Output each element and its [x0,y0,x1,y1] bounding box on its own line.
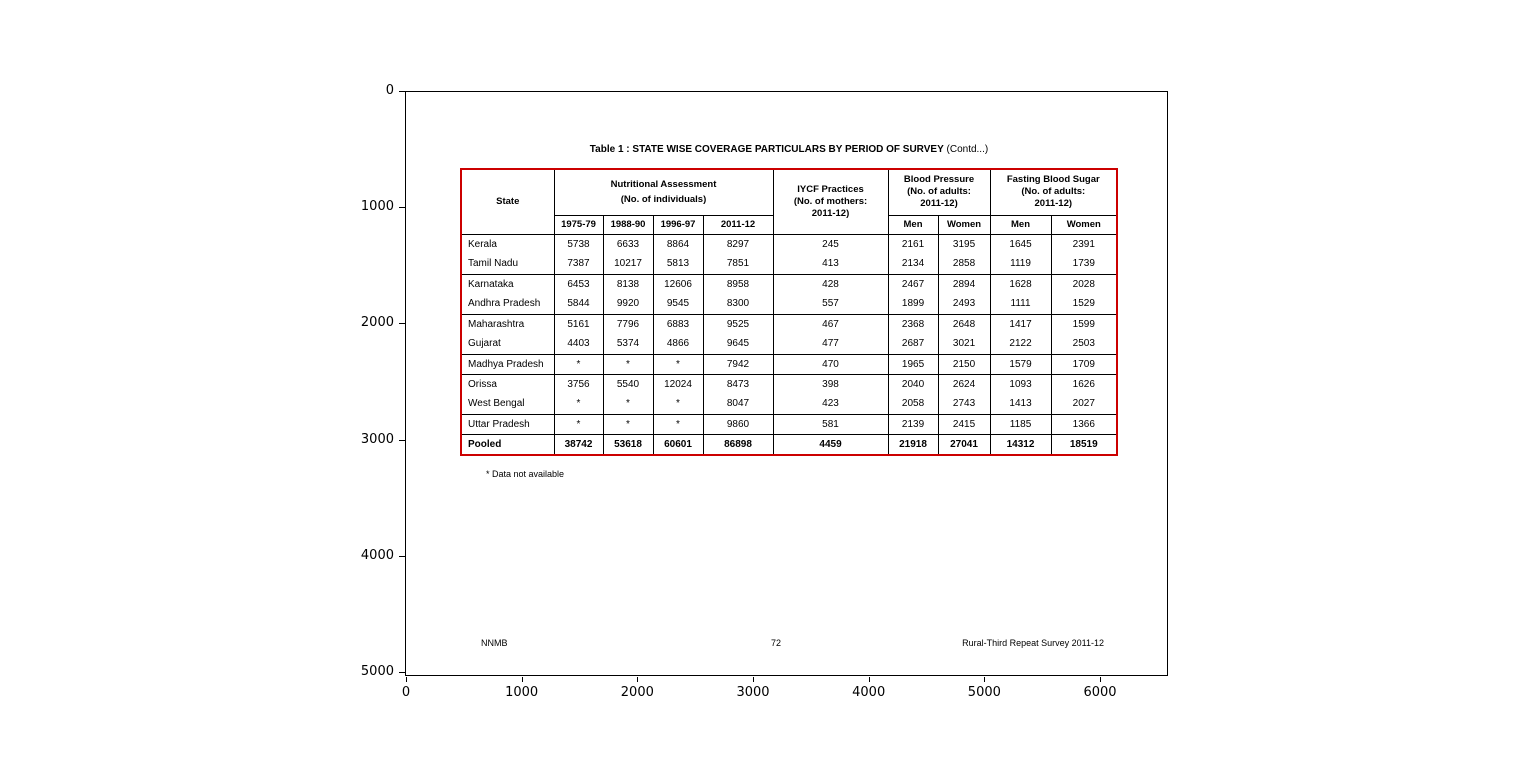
value-cell: 581 [773,414,888,434]
table-row [462,354,1116,374]
table-row [462,234,1116,254]
col-header-year-2: 1988-90 [603,215,653,234]
value-cell: 12024 [653,374,703,394]
page-title-suffix: (Contd...) [943,144,989,155]
col-header-year-1: 1975-79 [554,215,603,234]
value-cell: 5540 [603,374,653,394]
value-cell: 470 [773,354,888,374]
col-header-bp-men: Men [888,215,938,234]
col-header-iycf: IYCF Practices (No. of mothers: 2011-12) [773,170,888,234]
value-cell: 3756 [554,374,603,394]
value-cell: 5738 [554,234,603,254]
state-cell: Maharashtra [468,318,525,330]
x-tick-mark [522,677,523,682]
value-cell: 2743 [938,394,990,414]
table-row [462,394,1116,414]
value-cell: * [603,414,653,434]
value-cell: 4459 [773,434,888,454]
x-tick-mark [1100,677,1101,682]
col-header-bp-women: Women [938,215,990,234]
x-tick-label: 3000 [736,685,770,700]
col-header-year-4: 2011-12 [703,215,773,234]
value-cell: 2894 [938,274,990,294]
value-cell: 60601 [653,434,703,454]
state-cell: Madhya Pradesh [462,354,554,374]
value-cell: 1645 [990,234,1051,254]
value-cell: 467 [773,314,888,334]
value-cell: 398 [773,374,888,394]
page-title [460,144,1118,156]
x-tick-label: 5000 [967,685,1001,700]
footnote: * Data not available [486,469,565,479]
value-cell: 8958 [703,274,773,294]
y-tick-label: 1000 [360,199,394,215]
table-row [462,334,1116,354]
x-tick-label: 4000 [852,685,886,700]
value-cell: 2368 [888,314,938,334]
state-cell: Gujarat [462,334,554,354]
value-cell: 1599 [1051,314,1116,334]
value-cell: 7942 [703,354,773,374]
state-cell: West Bengal [462,394,554,414]
value-cell: 2648 [938,314,990,334]
value-cell: 2027 [1051,394,1116,414]
value-cell: 1628 [990,274,1051,294]
value-cell: 1366 [1051,414,1116,434]
value-cell: 9920 [603,294,653,314]
state-cell: Karnataka [468,278,514,290]
value-cell: 8047 [703,394,773,414]
x-tick-mark [869,677,870,682]
value-cell: 2134 [888,254,938,274]
value-cell: 1965 [888,354,938,374]
x-tick-label: 2000 [620,685,654,700]
value-cell: 86898 [703,434,773,454]
y-tick-label: 4000 [360,547,394,563]
page-title-main: Table 1 : STATE WISE COVERAGE PARTICULARS BY PERIOD OF SURVEY [589,144,944,155]
value-cell: 2122 [990,334,1051,354]
value-cell: 557 [773,294,888,314]
table-row [462,314,1116,334]
state-cell: Uttar Pradesh [462,414,554,434]
col-group-nutritional: Nutritional Assessment (No. of individuals) [554,170,773,215]
value-cell: 1185 [990,414,1051,434]
value-cell: 18519 [1051,434,1116,454]
value-cell: 8473 [703,374,773,394]
value-cell: 2503 [1051,334,1116,354]
value-cell: 477 [773,334,888,354]
x-tick-mark [637,677,638,682]
value-cell: 5374 [603,334,653,354]
value-cell: 8864 [653,234,703,254]
value-cell: 245 [773,234,888,254]
value-cell: 2493 [938,294,990,314]
value-cell: 8138 [603,274,653,294]
col-group-fasting-blood-sugar: Fasting Blood Sugar (No. of adults: 2011-12) [990,170,1116,215]
value-cell: 5813 [653,254,703,274]
value-cell: 3195 [938,234,990,254]
value-cell: 2028 [1051,274,1116,294]
value-cell: 6453 [554,274,603,294]
value-cell: 2058 [888,394,938,414]
value-cell: 8297 [703,234,773,254]
value-cell: 38742 [554,434,603,454]
value-cell: 2858 [938,254,990,274]
table-row [462,374,1116,394]
footer-page-number: 72 [770,638,781,648]
col-header-fbs-women: Women [1051,215,1116,234]
x-tick-label: 0 [401,685,411,700]
table-row [462,434,1116,454]
value-cell: 7387 [554,254,603,274]
table-body [462,234,1116,454]
col-group-blood-pressure: Blood Pressure (No. of adults: 2011-12) [888,170,990,215]
table-row [462,274,1116,294]
state-cell: Tamil Nadu [462,254,554,274]
value-cell: * [653,394,703,414]
state-cell: Pooled [468,438,502,450]
state-cell: Kerala [468,238,497,250]
value-cell: 4403 [554,334,603,354]
value-cell: 3021 [938,334,990,354]
y-tick-label: 5000 [360,664,394,679]
value-cell: 9525 [703,314,773,334]
value-cell: 2150 [938,354,990,374]
value-cell: * [554,354,603,374]
value-cell: 9645 [703,334,773,354]
value-cell: 2161 [888,234,938,254]
value-cell: 9545 [653,294,703,314]
x-tick-label: 1000 [505,685,539,700]
value-cell: 7851 [703,254,773,274]
value-cell: 2415 [938,414,990,434]
value-cell: * [603,354,653,374]
value-cell: 8300 [703,294,773,314]
value-cell: 1709 [1051,354,1116,374]
value-cell: 1739 [1051,254,1116,274]
value-cell: 6883 [653,314,703,334]
value-cell: 5844 [554,294,603,314]
value-cell: 2391 [1051,234,1116,254]
value-cell: 1899 [888,294,938,314]
value-cell: 1417 [990,314,1051,334]
value-cell: 1413 [990,394,1051,414]
value-cell: 2624 [938,374,990,394]
value-cell: 4866 [653,334,703,354]
footer-right: Rural-Third Repeat Survey 2011-12 [962,638,1104,648]
value-cell: * [653,414,703,434]
value-cell: * [603,394,653,414]
value-cell: * [653,354,703,374]
value-cell: 423 [773,394,888,414]
value-cell: * [554,414,603,434]
value-cell: 10217 [603,254,653,274]
value-cell: 1529 [1051,294,1116,314]
value-cell: 2687 [888,334,938,354]
value-cell: 5161 [554,314,603,334]
state-cell: Andhra Pradesh [462,294,554,314]
x-tick-mark [753,677,754,682]
value-cell: 2139 [888,414,938,434]
table-row [462,414,1116,434]
x-tick-mark [406,677,407,682]
x-tick-mark [984,677,985,682]
value-cell: 1626 [1051,374,1116,394]
value-cell: 27041 [938,434,990,454]
col-header-fbs-men: Men [990,215,1051,234]
value-cell: * [554,394,603,414]
value-cell: 6633 [603,234,653,254]
y-tick-label: 2000 [360,315,394,331]
value-cell: 53618 [603,434,653,454]
y-tick-label: 3000 [360,431,394,447]
coverage-table [460,168,1118,456]
state-cell: Orissa [468,378,497,390]
value-cell: 7796 [603,314,653,334]
value-cell: 1111 [990,294,1051,314]
value-cell: 413 [773,254,888,274]
footer-left: NNMB [481,638,508,648]
plot-area [405,91,1168,676]
value-cell: 14312 [990,434,1051,454]
col-header-year-3: 1996-97 [653,215,703,234]
table-row [462,254,1116,274]
x-tick-label: 6000 [1083,685,1117,700]
value-cell: 2040 [888,374,938,394]
y-tick-label: 0 [385,83,394,98]
col-header-state: State [462,170,554,234]
table-row [462,294,1116,314]
value-cell: 428 [773,274,888,294]
value-cell: 21918 [888,434,938,454]
value-cell: 2467 [888,274,938,294]
value-cell: 12606 [653,274,703,294]
table-head [462,170,1116,234]
value-cell: 1119 [990,254,1051,274]
value-cell: 1579 [990,354,1051,374]
value-cell: 1093 [990,374,1051,394]
value-cell: 9860 [703,414,773,434]
